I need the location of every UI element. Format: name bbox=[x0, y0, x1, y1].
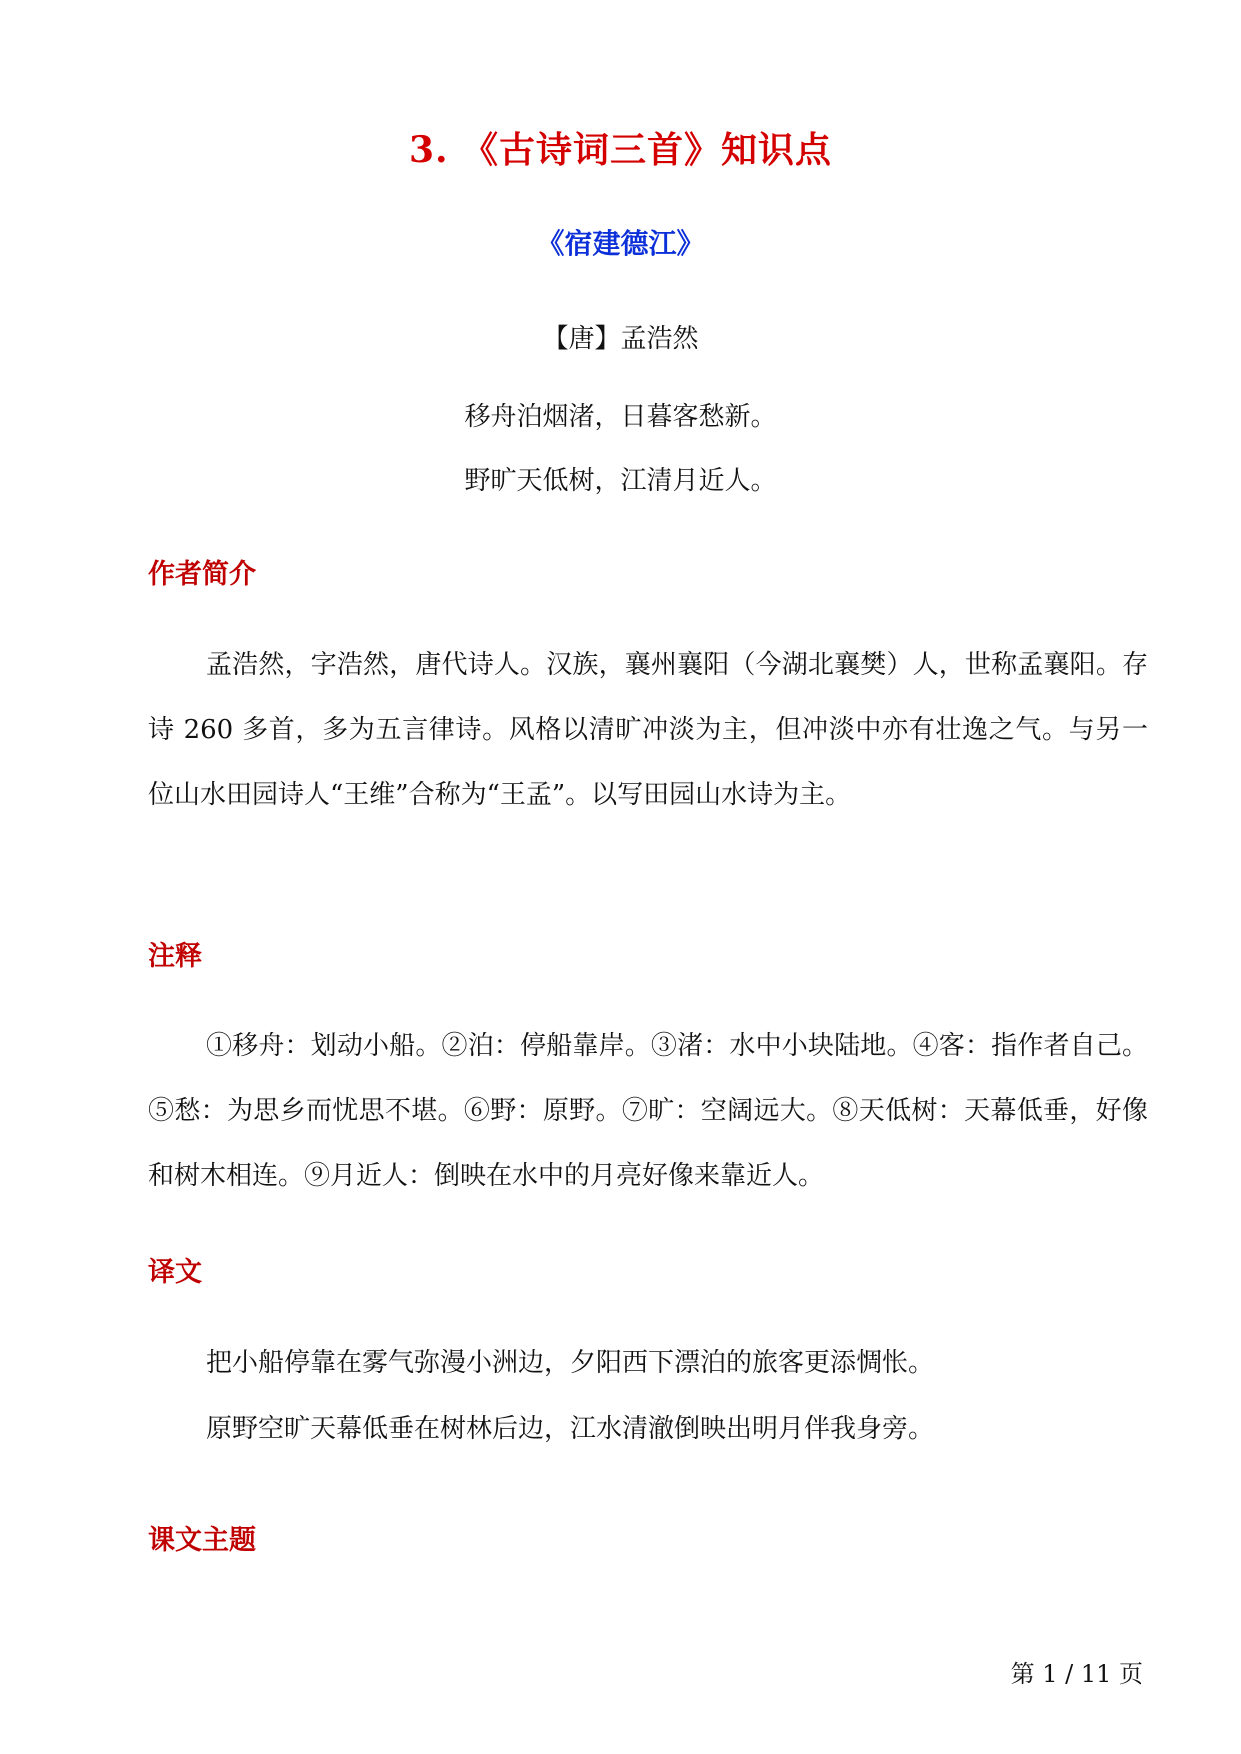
translation-paragraph: 把小船停靠在雾气弥漫小洲边，夕阳西下漂泊的旅客更添惆怅。 bbox=[206, 1348, 935, 1378]
poem-line: 移舟泊烟渚，日暮客愁新。 bbox=[464, 402, 777, 432]
section-heading-translation: 译文 bbox=[148, 1257, 202, 1288]
section-heading-author-bio: 作者简介 bbox=[148, 559, 256, 590]
page-number: 第 1 / 11 页 bbox=[1010, 1660, 1143, 1688]
poem-title: 《宿建德江》 bbox=[536, 227, 705, 260]
poem-author: 【唐】孟浩然 bbox=[542, 324, 699, 354]
section-heading-theme: 课文主题 bbox=[148, 1525, 256, 1556]
section-heading-notes: 注释 bbox=[148, 941, 202, 972]
poem-line: 野旷天低树，江清月近人。 bbox=[464, 466, 777, 496]
notes-paragraph: ①移舟：划动小船。②泊：停船靠岸。③渚：水中小块陆地。④客：指作者自己。⑤愁：为思乡而忧思不堪。⑥野：原野。⑦旷：空阔远大。⑧天低树：天幕低垂，好像和树木相连。⑨月近人：倒映在水中的月亮好像来靠近人。 bbox=[148, 1031, 1148, 1191]
translation-paragraph: 原野空旷天幕低垂在树林后边，江水清澈倒映出明月伴我身旁。 bbox=[206, 1414, 935, 1444]
document-title: 3. 《古诗词三首》知识点 bbox=[408, 129, 833, 171]
author-bio-paragraph: 孟浩然，字浩然，唐代诗人。汉族，襄州襄阳（今湖北襄樊）人，世称孟襄阳。存诗 260 多首，多为五言律诗。风格以清旷冲淡为主，但冲淡中亦有壮逸之气。与另一位山水田园诗人“王维”合称为“王孟”。以写田园山水诗为主。 bbox=[148, 650, 1148, 810]
